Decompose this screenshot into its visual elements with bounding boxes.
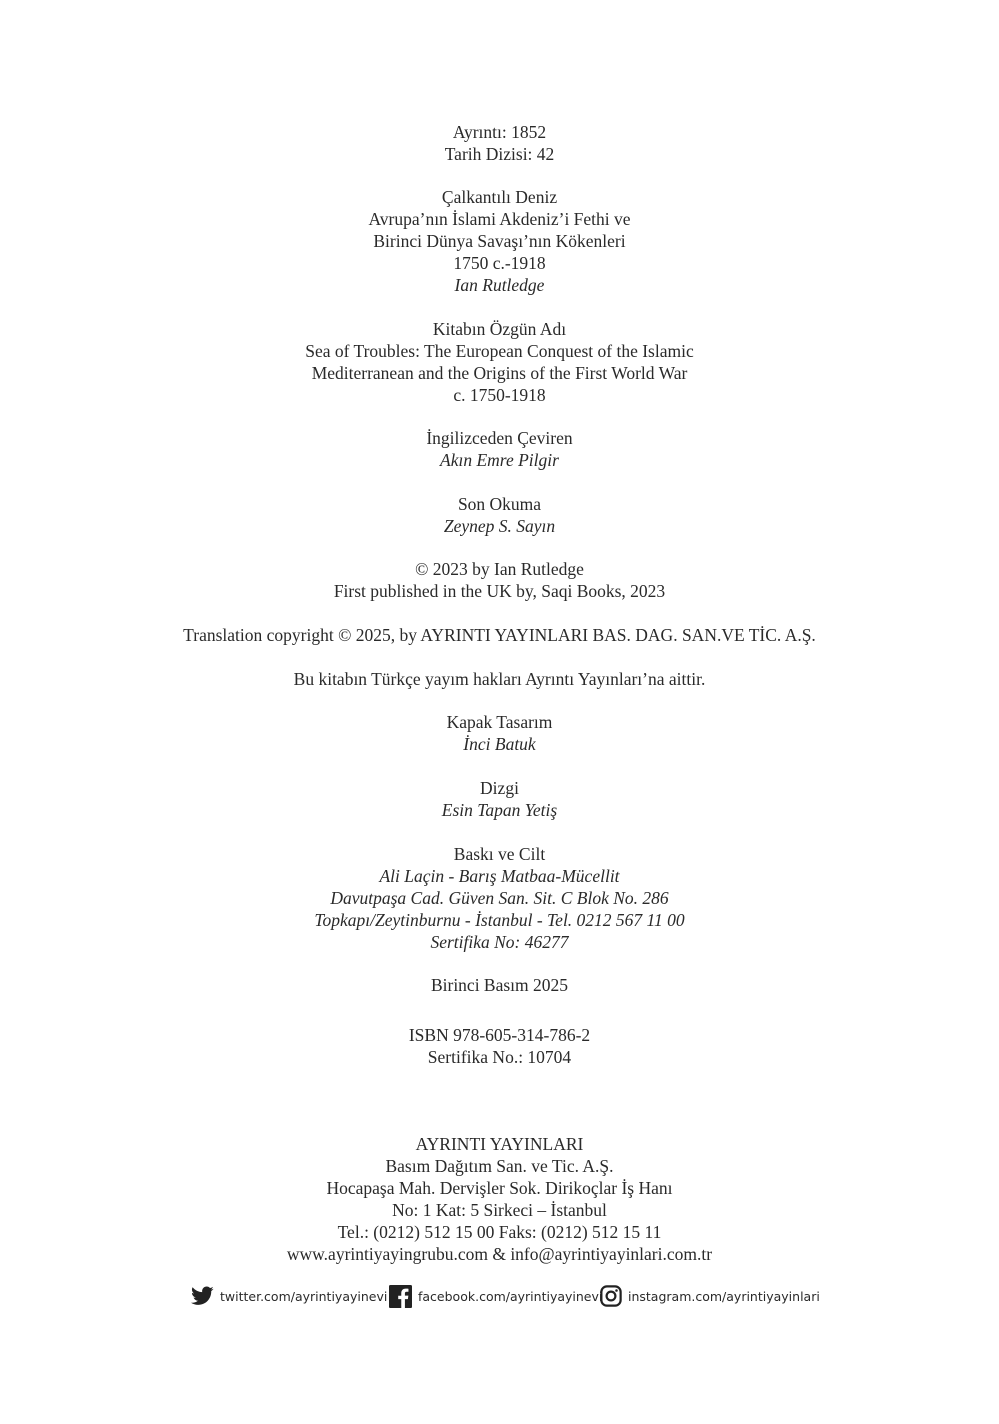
publisher-line-2: Hocapaşa Mah. Dervişler Sok. Dirikoçlar İş Hanı bbox=[326, 1178, 673, 1198]
publisher-name: AYRINTI YAYINLARI bbox=[415, 1134, 584, 1154]
book-years: 1750 c.-1918 bbox=[453, 253, 546, 273]
original-title-line-2: Mediterranean and the Origins of the First World War bbox=[311, 363, 688, 383]
twitter-icon bbox=[191, 1286, 214, 1306]
series-info bbox=[0, 121, 999, 165]
isbn-block bbox=[0, 1024, 999, 1068]
twitter-link-text: twitter.com/ayrintiyayinevi bbox=[220, 1288, 388, 1304]
translator-label: İngilizceden Çeviren bbox=[426, 428, 573, 448]
publisher-line-5: www.ayrintiyayingrubu.com & info@ayrintiyayinlari.com.tr bbox=[286, 1244, 713, 1264]
publisher-line-1: Basım Dağıtım San. ve Tic. A.Ş. bbox=[385, 1156, 614, 1176]
translation-copyright: Translation copyright © 2025, by AYRINTI YAYINLARI BAS. DAG. SAN.VE TİC. A.Ş. bbox=[183, 625, 816, 645]
proofreading-name: Zeynep S. Sayın bbox=[443, 516, 556, 536]
cover-design-label: Kapak Tasarım bbox=[446, 712, 553, 732]
publisher-line-3: No: 1 Kat: 5 Sirkeci – İstanbul bbox=[392, 1200, 607, 1220]
book-title: Çalkantılı Deniz bbox=[441, 187, 558, 207]
book-subtitle-line-2: Birinci Dünya Savaşı’nın Kökenleri bbox=[373, 231, 626, 251]
rights-block bbox=[0, 668, 999, 690]
series-name: Tarih Dizisi: 42 bbox=[444, 144, 555, 164]
isbn-certificate: Sertifika No.: 10704 bbox=[427, 1047, 572, 1067]
edition-block bbox=[0, 974, 999, 996]
typesetting-name: Esin Tapan Yetiş bbox=[441, 800, 558, 820]
original-title-line-3: c. 1750-1918 bbox=[453, 385, 546, 405]
instagram-icon bbox=[600, 1285, 622, 1307]
printing-line-4: Sertifika No: 46277 bbox=[430, 932, 569, 952]
instagram-link[interactable] bbox=[600, 1282, 820, 1310]
social-links bbox=[0, 1282, 999, 1310]
cover-design-block bbox=[0, 711, 999, 755]
twitter-link[interactable] bbox=[191, 1282, 387, 1310]
printing-line-2: Davutpaşa Cad. Güven San. Sit. C Blok No. 286 bbox=[330, 888, 669, 908]
instagram-link-text: instagram.com/ayrintiyayinlari bbox=[628, 1288, 820, 1304]
copyright-line-2: First published in the UK by, Saqi Books, 2023 bbox=[333, 581, 666, 601]
translator-name: Akın Emre Pilgir bbox=[440, 450, 559, 470]
book-author: Ian Rutledge bbox=[454, 275, 545, 295]
copyright-line-1: © 2023 by Ian Rutledge bbox=[415, 559, 584, 579]
facebook-link-text: facebook.com/ayrintiyayinevi bbox=[418, 1288, 603, 1304]
edition: Birinci Basım 2025 bbox=[430, 975, 569, 995]
translator-block bbox=[0, 427, 999, 471]
facebook-icon bbox=[389, 1285, 412, 1308]
publisher-line-4: Tel.: (0212) 512 15 00 Faks: (0212) 512 15 11 bbox=[337, 1222, 662, 1242]
book-subtitle-line-1: Avrupa’nın İslami Akdeniz’i Fethi ve bbox=[368, 209, 631, 229]
printing-line-3: Topkapı/Zeytinburnu - İstanbul - Tel. 0212 567 11 00 bbox=[314, 910, 685, 930]
original-title-label: Kitabın Özgün Adı bbox=[432, 319, 567, 339]
printing-label: Baskı ve Cilt bbox=[453, 844, 546, 864]
rights-statement: Bu kitabın Türkçe yayım hakları Ayrıntı Yayınları’na aittir. bbox=[293, 669, 706, 689]
isbn: ISBN 978-605-314-786-2 bbox=[408, 1025, 591, 1045]
original-title-block bbox=[0, 318, 999, 406]
copyright-block bbox=[0, 558, 999, 602]
printing-line-1: Ali Laçin - Barış Matbaa-Mücellit bbox=[379, 866, 620, 886]
original-title-line-1: Sea of Troubles: The European Conquest of the Islamic bbox=[305, 341, 694, 361]
series-number: Ayrıntı: 1852 bbox=[452, 122, 547, 142]
cover-design-name: İnci Batuk bbox=[463, 734, 536, 754]
typesetting-block bbox=[0, 777, 999, 821]
typesetting-label: Dizgi bbox=[480, 778, 519, 798]
proofreading-block bbox=[0, 493, 999, 537]
translation-copyright-block bbox=[0, 624, 999, 646]
publisher-block bbox=[0, 1133, 999, 1265]
title-block bbox=[0, 186, 999, 296]
printing-block bbox=[0, 843, 999, 953]
facebook-link[interactable] bbox=[389, 1282, 602, 1310]
proofreading-label: Son Okuma bbox=[457, 494, 542, 514]
